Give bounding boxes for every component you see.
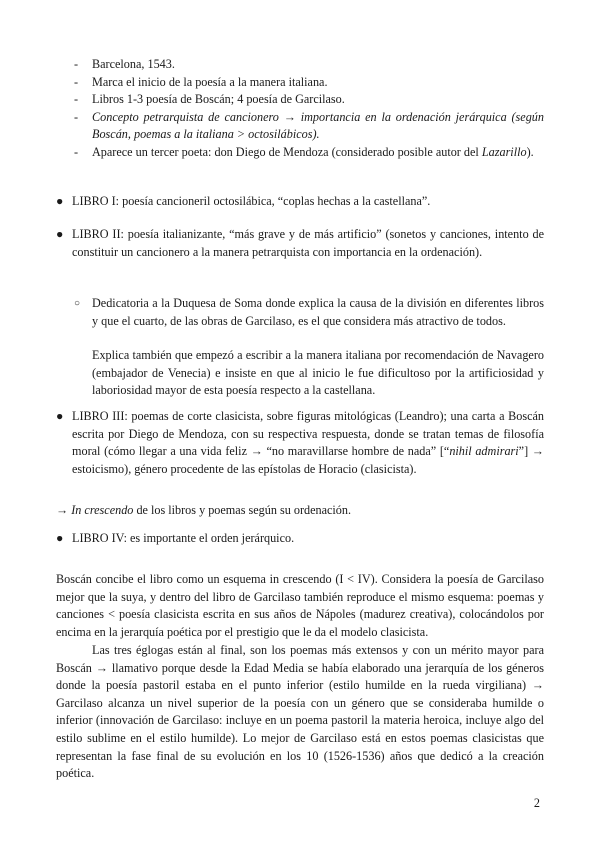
bullet-libro-2 xyxy=(56,226,544,261)
bullet-marker: ● xyxy=(56,194,64,208)
list-item xyxy=(74,109,544,144)
bullet-libro-1 xyxy=(56,193,544,211)
in-crescendo-text: In crescendo xyxy=(71,503,134,517)
list-item-text: Concepto petrarquista de cancionero → importancia en la ordenación jerárquica (según Boscán, poemas a la italiana > octosilábicos). xyxy=(92,109,544,142)
bullet-text: LIBRO III: poemas de corte clasicista, sobre figuras mitológicas (Leandro); una carta a Boscán escrita por Diego de Mendoza, con su respectiva respuesta, donde se tratan temas de filosofía moral (cómo llegar a una vida feliz → “no maravillarse hombre de nada” [“nihil admirari”] → estoicismo), género procedente de las epístolas de Horacio (clasicista). xyxy=(72,409,544,476)
list-item xyxy=(74,144,544,162)
bullet-text: LIBRO II: poesía italianizante, “más grave y de más artificio” (sonetos y canciones, intento de constituir un cancionero a la manera petrarquista con importancia en la ordenación). xyxy=(72,227,544,259)
bullet-marker: ● xyxy=(56,227,64,241)
list-item-text: Marca el inicio de la poesía a la manera italiana. xyxy=(92,74,328,89)
dash-marker: - xyxy=(74,144,79,159)
list-item-text-end: ). xyxy=(526,144,534,159)
bullet-marker: ● xyxy=(56,409,64,423)
dash-marker: - xyxy=(74,92,79,107)
sub-bullet-dedicatoria xyxy=(74,295,544,330)
bullet-libro-4 xyxy=(56,530,544,548)
paragraph-2 xyxy=(56,642,544,783)
circle-marker: ○ xyxy=(74,298,81,309)
paragraph-1 xyxy=(56,571,544,641)
paragraph-text: Las tres églogas están al final, son los poemas más extensos y con un mérito mayor para Boscán → llamativo porque desde la Edad Media se había elaborado una jerarquía de los géneros donde la poesía pastoril estaba en el punto inferior (estilo humilde en la rueda virgiliana) → Garcilaso alcanza un nivel superior de la poesía con un género que se consideraba humilde o inferior (innovación de Garcilaso: incluye en un poema pastoril la materia heroica, incluye algo del estilo sublime en el estilo humilde). Lo mejor de Garcilaso está en estos poemas clasicistas que representan la fase final de su evolución en los 10 (1526-1536) años que dedicó a la creación poética. xyxy=(56,643,544,781)
bullet-text: LIBRO IV: es importante el orden jerárquico. xyxy=(72,531,295,545)
dash-marker: - xyxy=(74,109,79,124)
page-number: 2 xyxy=(533,796,540,810)
list-item-text: Aparece un tercer poeta: don Diego de Mendoza (considerado posible autor del xyxy=(92,144,482,159)
dash-marker: - xyxy=(74,74,79,89)
list-item-text: Barcelona, 1543. xyxy=(92,57,175,71)
bullet-text: LIBRO I: poesía cancioneril octosilábica, “coplas hechas a la castellana”. xyxy=(72,194,431,208)
list-item xyxy=(74,74,544,92)
dash-list xyxy=(74,56,544,162)
sub-bullet-explica xyxy=(92,347,544,400)
bullet-marker: ● xyxy=(56,531,64,545)
sub-paragraph-text: Explica también que empezó a escribir a la manera italiana por recomendación de Navagero (embajador de Venecia) e insiste en que al inicio le fue dificultoso por la artificiosidad y laboriosidad mayor de esta poesía respecto a la castellana. xyxy=(92,348,544,398)
crescendo-line xyxy=(56,502,544,520)
sub-bullet-text: Dedicatoria a la Duquesa de Soma donde explica la causa de la división en diferentes libros y que el cuarto, de las obras de Garcilaso, es el que considera más atractivo de todos. xyxy=(92,296,544,328)
nihil-admirari: nihil admirari xyxy=(449,444,519,459)
dash-marker: - xyxy=(74,57,79,71)
list-item xyxy=(74,56,544,74)
crescendo-rest: de los libros y poemas según su ordenación. xyxy=(133,503,352,517)
list-item-text: Libros 1-3 poesía de Boscán; 4 poesía de Garcilaso. xyxy=(92,92,345,107)
lazarillo-title: Lazarillo xyxy=(481,144,527,159)
arrow-text: → xyxy=(56,503,72,517)
paragraph-text: Boscán concibe el libro como un esquema in crescendo (I < IV). Considera la poesía de Garcilaso mejor que la suya, y dentro del libro de Garcilaso también reproduce el mismo esquema: poemas y canciones < poesía clasicista escrita en sus años de Nápoles (madurez creativa), colocándolos por encima en la jerarquía poética por el prestigio que le da el modelo clasicista. xyxy=(56,572,544,639)
list-item xyxy=(74,91,544,109)
bullet-libro-3 xyxy=(56,408,544,478)
